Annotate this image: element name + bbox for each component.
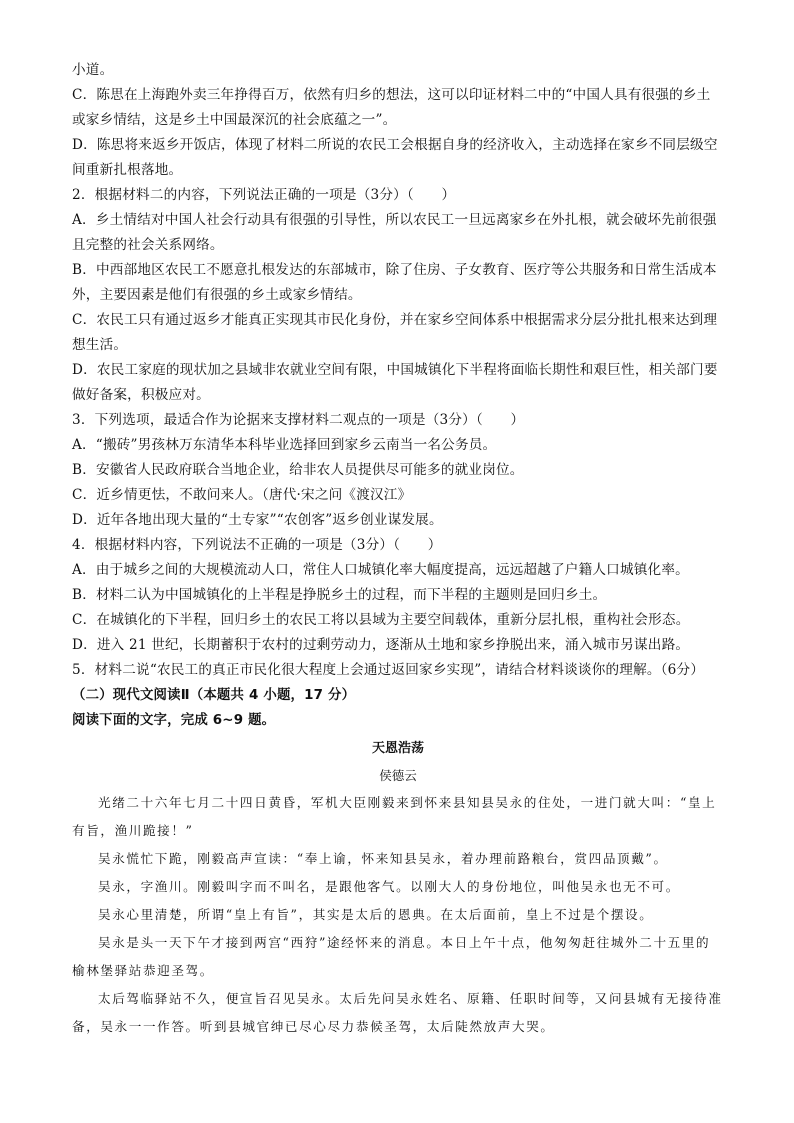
option-line: 间重新扎根落地。: [72, 162, 183, 178]
option-line: D．近年各地出现大量的“土专家”“农创客”返乡创业谋发展。: [72, 512, 443, 528]
story-line: 有旨，渔川跪接！”: [72, 823, 194, 838]
option-line: 想生活。: [72, 337, 128, 353]
story-line: 吴永，字渔川。刚毅叫字而不叫名，是跟他客气。以刚大人的身份地位，叫他吴永也无不可。: [98, 879, 680, 894]
option-line: A．乡土情结对中国人社会行动具有很强的引导性，所以农民工一旦远离家乡在外扎根，就会破坏先前很强: [72, 212, 717, 228]
question-4: [72, 533, 724, 658]
question-stem: 2．根据材料二的内容，下列说法正确的一项是（3分）（ ）: [72, 187, 456, 203]
document-page: [72, 58, 724, 1041]
story-paragraph: [72, 929, 724, 985]
question-stem: 4．根据材料内容，下列说法不正确的一项是（3分）（ ）: [72, 537, 442, 553]
option-line: A．“搬砖”男孩林万东清华本科毕业选择回到家乡云南当一名公务员。: [72, 437, 497, 453]
option-line: 且完整的社会关系网络。: [72, 237, 224, 253]
option-line: A．由于城乡之间的大规模流动人口，常住人口城镇化率大幅度提高，远远超越了户籍人口城镇化率。: [72, 562, 689, 578]
story-paragraph: [72, 789, 724, 845]
question-3: [72, 408, 724, 533]
option-line: B．安徽省人民政府联合当地企业，给非农人员提供尽可能多的就业岗位。: [72, 462, 524, 478]
option-line: C．在城镇化的下半程，回归乡土的农民工将以县域为主要空间载体，重新分层扎根，重构社会形态。: [72, 612, 690, 628]
option-line: B．材料二认为中国城镇化的上半程是挣脱乡土的过程，而下半程的主题则是回归乡土。: [72, 587, 607, 603]
story-line: 吴永心里清楚，所谓“皇上有旨”，其实是太后的恩典。在太后面前，皇上不过是个摆设。: [98, 907, 654, 922]
story-line: 吴永是头一天下午才接到两宫“西狩”途经怀来的消息。本日上午十点，他匆匆赶往城外二十五里的: [98, 935, 711, 950]
option-line: D．陈思将来返乡开饭店，体现了材料二所说的农民工会根据自身的经济收入，主动选择在家乡不同层级空: [72, 137, 718, 153]
story-paragraph: [72, 985, 724, 1041]
story-line: 光绪二十六年七月二十四日黄昏，军机大臣刚毅来到怀来县知县吴永的住处，一进门就大叫：“皇上: [98, 795, 717, 810]
section-heading: （二）现代文阅读Ⅱ（本题共 4 小题，17 分）: [72, 688, 356, 703]
option-line: 或家乡情结，这是乡土中国最深沉的社会底蕴之一”。: [72, 112, 397, 128]
question-stem: 3．下列选项，最适合作为论据来支撑材料二观点的一项是（3分）（ ）: [72, 412, 525, 428]
option-line: D．进入 21 世纪，长期蓄积于农村的过剩劳动力，逐渐从土地和家乡挣脱出来，涌入城市另谋出路。: [72, 637, 690, 653]
story-title: 天恩浩荡: [371, 741, 424, 756]
q1-option-d: [72, 133, 724, 183]
option-line: C．近乡情更怯，不敢问来人。（唐代·宋之问《渡汉江》: [72, 487, 412, 503]
option-line: 做好备案，积极应对。: [72, 387, 210, 403]
question-2: [72, 183, 724, 408]
option-line: C．陈思在上海跑外卖三年挣得百万，依然有归乡的想法，这可以印证材料二中的“中国人具有很强的乡土: [72, 87, 711, 103]
option-line: D．农民工家庭的现状加之县域非农就业空间有限，中国城镇化下半程将面临长期性和艰巨性，相关部门要: [72, 362, 718, 378]
story-paragraph: [72, 845, 724, 873]
q1-option-b-tail: 小道。: [72, 62, 114, 78]
option-line: B．中西部地区农民工不愿意扎根发达的东部城市，除了住房、子女教育、医疗等公共服务和日常生活成本: [72, 262, 717, 278]
story-paragraph: [72, 873, 724, 901]
question-5: 5．材料二说“农民工的真正市民化很大程度上会通过返回家乡实现”，请结合材料谈谈你的理解。（6分）: [72, 662, 705, 678]
story-paragraph: [72, 901, 724, 929]
story-line: 太后驾临驿站不久，便宣旨召见吴永。太后先问吴永姓名、原籍、任职时间等，又问县城有无接待准: [98, 991, 723, 1006]
story-line: 备，吴永一一作答。听到县城官绅已尽心尽力恭候圣驾，太后陡然放声大哭。: [72, 1019, 555, 1034]
story-author: 侯德云: [379, 768, 417, 783]
option-line: C．农民工只有通过返乡才能真正实现其市民化身份，并在家乡空间体系中根据需求分层分批扎根来达到理: [72, 312, 718, 328]
story-line: 榆林堡驿站恭迎圣驾。: [72, 963, 214, 978]
reading-instruction: 阅读下面的文字，完成 6~9 题。: [72, 713, 276, 728]
q1-option-c: [72, 83, 724, 133]
option-line: 外，主要因素是他们有很强的乡土或家乡情结。: [72, 287, 362, 303]
story-line: 吴永慌忙下跪，刚毅高声宣读：“奉上谕，怀来知县吴永，着办理前路粮台，赏四品顶戴”。: [98, 851, 668, 866]
